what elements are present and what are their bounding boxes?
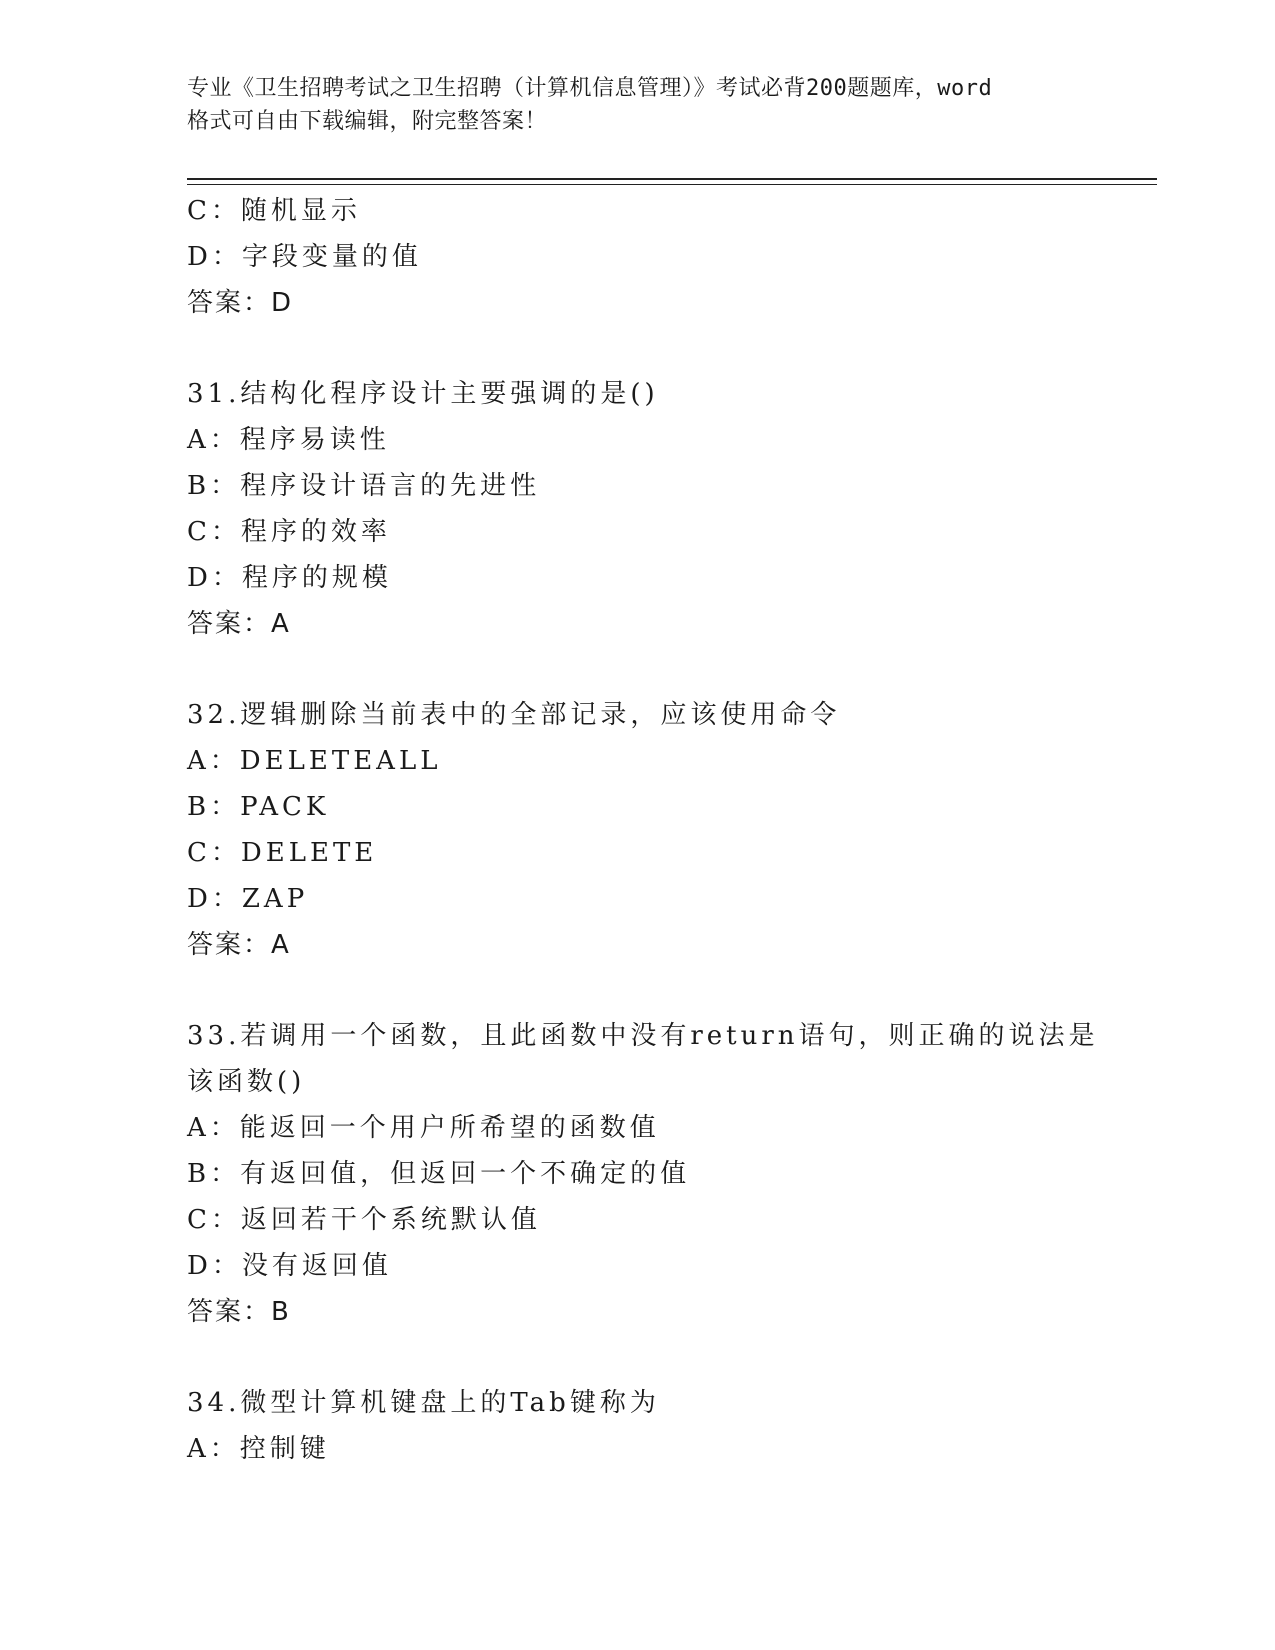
option-d: D：字段变量的值 bbox=[187, 242, 422, 272]
answer-line: 答案：A bbox=[187, 609, 291, 639]
answer-line: 答案：B bbox=[187, 1297, 291, 1327]
option-c: C：随机显示 bbox=[187, 196, 361, 226]
question-34 bbox=[187, 1380, 1087, 1472]
answer-line: 答案：A bbox=[187, 930, 291, 960]
option-a: A：控制键 bbox=[187, 1434, 330, 1464]
question-text-line-2: 该函数() bbox=[187, 1067, 306, 1097]
answer-line: 答案：D bbox=[187, 288, 294, 318]
option-c: C：程序的效率 bbox=[187, 517, 391, 547]
option-d: D：没有返回值 bbox=[187, 1251, 392, 1281]
header-divider-thin bbox=[187, 184, 1157, 185]
question-32 bbox=[187, 692, 1087, 968]
question-text-line-1: 33.若调用一个函数，且此函数中没有return语句，则正确的说法是 bbox=[187, 1021, 1099, 1051]
question-33 bbox=[187, 1013, 1099, 1335]
option-b: B：有返回值，但返回一个不确定的值 bbox=[187, 1159, 691, 1189]
question-list bbox=[187, 188, 1099, 1472]
option-a: A：能返回一个用户所希望的函数值 bbox=[187, 1113, 660, 1143]
option-a: A：DELETEALL bbox=[187, 746, 442, 776]
header-divider-thick bbox=[187, 178, 1157, 180]
question-text: 32.逻辑删除当前表中的全部记录，应该使用命令 bbox=[187, 700, 841, 730]
option-b: B：程序设计语言的先进性 bbox=[187, 471, 541, 501]
spacer bbox=[187, 1335, 1087, 1380]
option-c: C：DELETE bbox=[187, 838, 378, 868]
option-d: D：程序的规模 bbox=[187, 563, 392, 593]
question-text: 31.结构化程序设计主要强调的是() bbox=[187, 379, 659, 409]
option-c: C：返回若干个系统默认值 bbox=[187, 1205, 541, 1235]
question-31 bbox=[187, 371, 1087, 647]
option-d: D：ZAP bbox=[187, 884, 309, 914]
spacer bbox=[187, 326, 1087, 371]
header-line-2: 格式可自由下载编辑，附完整答案！ bbox=[187, 109, 548, 134]
spacer bbox=[187, 968, 1087, 1013]
spacer bbox=[187, 647, 1087, 692]
question-fragment bbox=[187, 188, 1087, 326]
document-header bbox=[187, 72, 1087, 138]
header-line-1: 专业《卫生招聘考试之卫生招聘（计算机信息管理）》考试必背200题题库，word bbox=[187, 76, 993, 101]
option-a: A：程序易读性 bbox=[187, 425, 390, 455]
question-text: 34.微型计算机键盘上的Tab键称为 bbox=[187, 1388, 660, 1418]
option-b: B：PACK bbox=[187, 792, 330, 822]
